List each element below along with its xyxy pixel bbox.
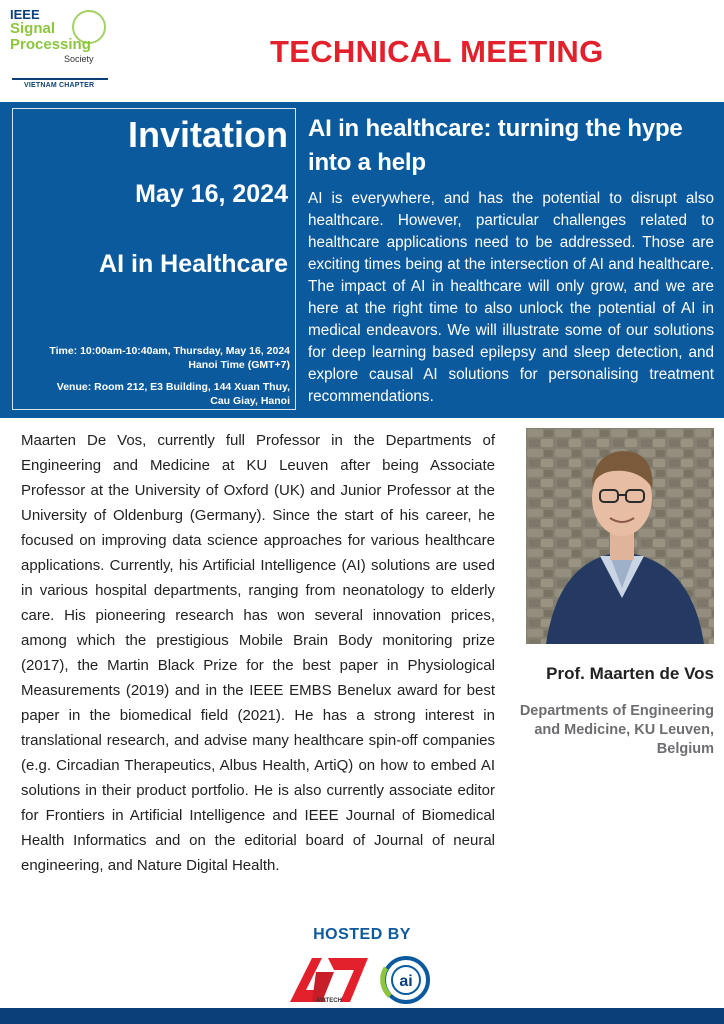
speaker-portrait-icon: [526, 428, 714, 644]
event-timezone: Hanoi Time (GMT+7): [188, 359, 290, 371]
logo-signal-text: Signal: [10, 20, 56, 37]
speaker-bio: Maarten De Vos, currently full Professor in the Departments of Engineering and Medicine at KU Leuven after being Associate Professor at the University of Oxford (UK) and Junior Professor at the University of Oldenburg (Germany). Since the start of his career, he focused on improving data science approaches for various healthcare applications. Currently, his Artificial Intelligence (AI) solutions are used in various hospital departments, ranging from neonatology to elderly care. His pioneering research has won several innovation prices, among which the prestigious Mobile Brain Body monitoring prize (2017), the Martin Black Prize for the best paper in Physiological Measurements (2019) and in the IEEE EMBS Benelux award for best paper in the biomedical field (2021). He has a strong interest in translational research, and advise many healthcare spin-off companies (e.g. Circadian Therapeutics, Albus Health, ArtiQ) on how to embed AI solutions in their product portfolio. He is also currently associate editor for Frontiers in Artificial Intelligence and IEEE Journal of Biomedical Health Informatics and on the editorial board of Journal of neural engineering, and Nature Digital Health.: [21, 432, 495, 874]
event-venue-city: Cau Giay, Hanoi: [210, 395, 290, 407]
ieee-sps-logo: [10, 8, 120, 92]
talk-title: AI in healthcare: turning the hype into a help: [308, 115, 683, 176]
hosted-by-label: HOSTED BY: [313, 926, 411, 943]
page-title: TECHNICAL MEETING: [270, 34, 604, 69]
event-venue: Venue: Room 212, E3 Building, 144 Xuan Thuy,: [56, 381, 290, 393]
logo-chapter-text: VIETNAM CHAPTER: [24, 82, 95, 89]
speaker-affiliation: Departments of Engineering and Medicine, KU Leuven, Belgium: [519, 703, 714, 757]
ai-logo-label: ai: [399, 973, 413, 990]
bottom-bar: [0, 1008, 724, 1024]
invitation-title: Invitation: [128, 114, 288, 155]
event-time: Time: 10:00am-10:40am, Thursday, May 16, 2024: [49, 345, 290, 357]
logo-processing-text: Processing: [10, 36, 91, 53]
logo-society-text: Society: [64, 54, 94, 64]
speaker-photo: [526, 428, 714, 644]
invitation-date: May 16, 2024: [135, 180, 288, 208]
avitech-logo-icon: [286, 950, 436, 1006]
avitech-label: AVITECH: [316, 998, 342, 1004]
invitation-topic: AI in Healthcare: [99, 250, 288, 278]
host-logos: [286, 950, 436, 1006]
logo-ieee-text: IEEE: [10, 7, 40, 22]
logo-divider: [12, 78, 108, 80]
speaker-name: Prof. Maarten de Vos: [546, 664, 714, 683]
talk-abstract: AI is everywhere, and has the potential to disrupt also healthcare. However, particular challenges related to healthcare applications need to be addressed. Those are exciting times being at the intersection of AI and healthcare. The impact of AI in healthcare will only grow, and we are here at the right time to also unlock the potential of AI in medical endeavors. We will illustrate some of our solutions for deep learning based epilepsy and sleep detection, and explore causal AI solutions for personalising treatment recommendations.: [308, 190, 714, 405]
